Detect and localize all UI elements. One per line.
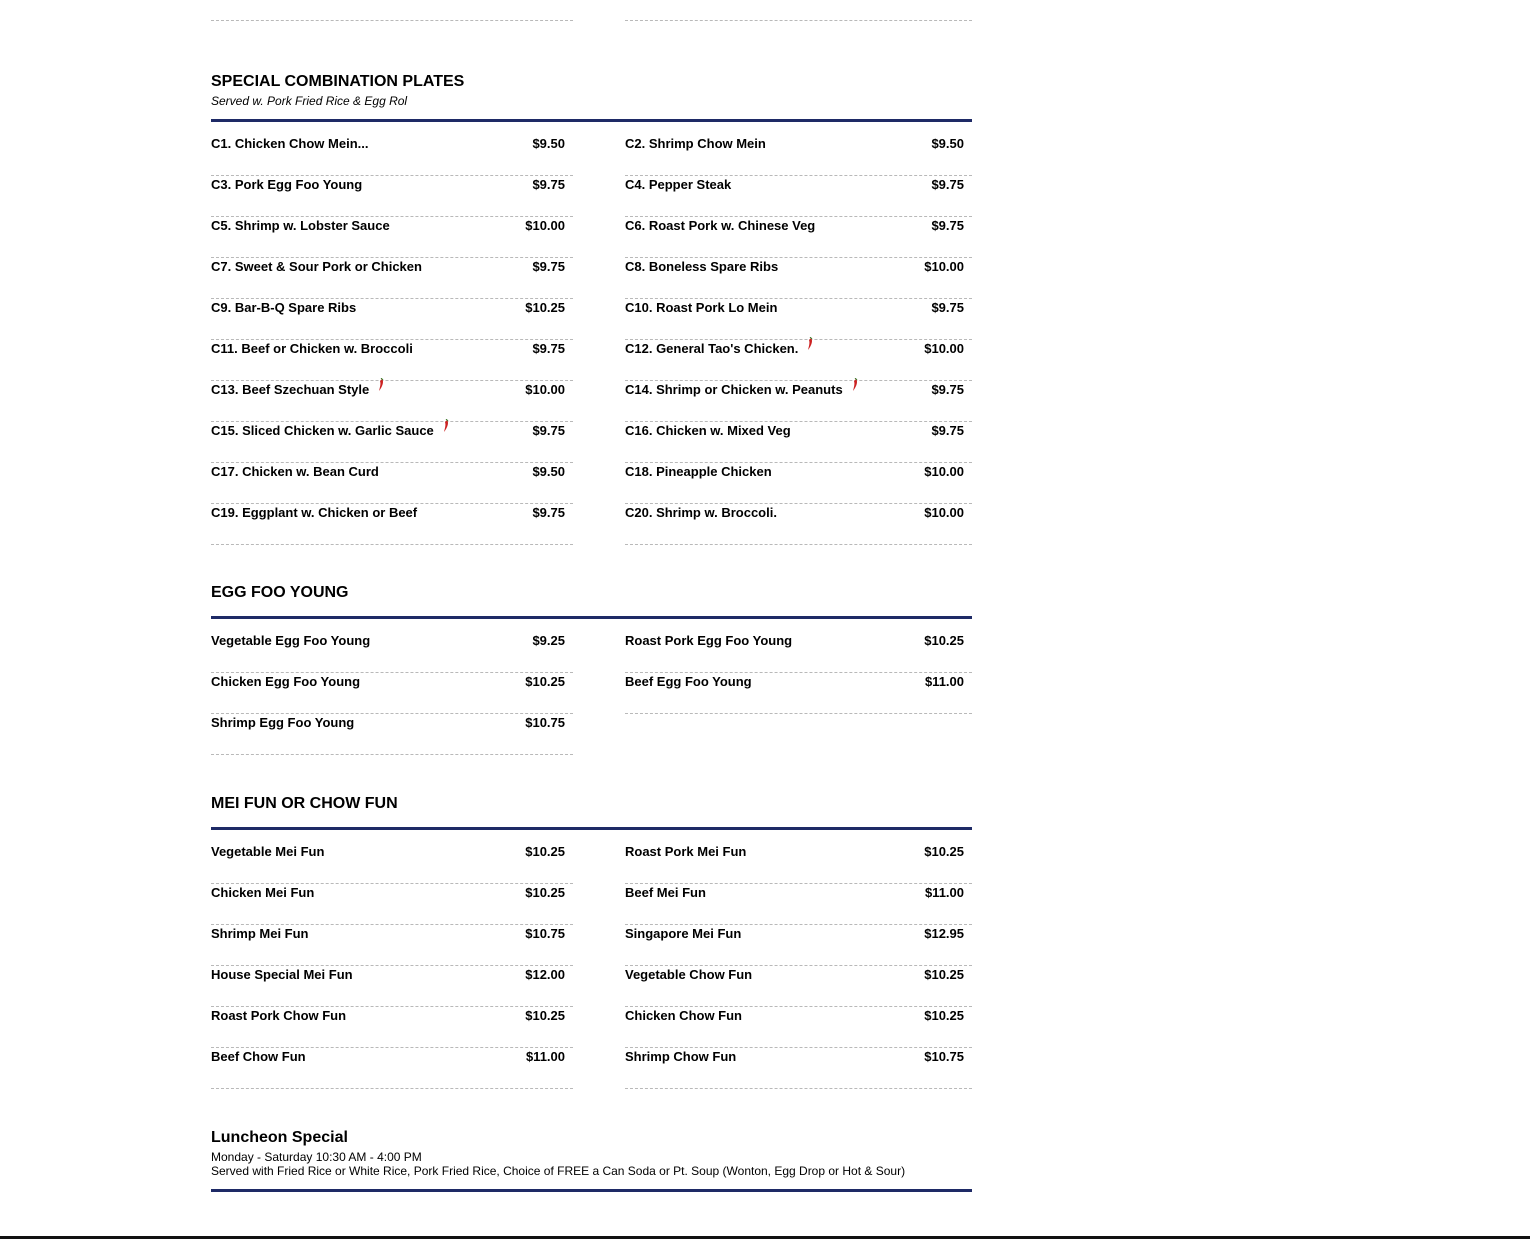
menu-item-price: $10.25 <box>525 300 565 315</box>
menu-item <box>211 217 573 258</box>
menu-item-price: $10.00 <box>924 464 964 479</box>
menu-item-name <box>625 218 815 234</box>
menu-item <box>211 1007 573 1048</box>
menu-item-name-text: C9. Bar-B-Q Spare Ribs <box>211 300 357 315</box>
menu-item-price: $11.00 <box>924 885 964 900</box>
chili-pepper-icon <box>377 378 385 392</box>
menu-item-name-text: Roast Pork Chow Fun <box>211 1008 347 1023</box>
menu-item <box>211 258 573 299</box>
menu-item <box>211 714 573 755</box>
menu-item-price: $10.25 <box>525 674 565 689</box>
menu-item-name-text: C6. Roast Pork w. Chinese Veg <box>625 218 816 233</box>
menu-item-name-text: Vegetable Mei Fun <box>211 844 325 859</box>
menu-item <box>625 925 972 966</box>
menu-item <box>211 0 573 21</box>
menu-item-name <box>211 885 314 901</box>
menu-item-price: $10.25 <box>924 1008 964 1023</box>
chili-pepper-icon <box>851 378 859 392</box>
menu-item-name <box>625 844 746 860</box>
menu-item-price: $11.00 <box>924 674 964 689</box>
menu-item-name-text: C5. Shrimp w. Lobster Sauce <box>211 218 390 233</box>
menu-item-name <box>211 300 356 316</box>
menu-item <box>211 299 573 340</box>
menu-item-name <box>211 1049 306 1065</box>
menu-item-name <box>625 464 772 480</box>
menu-item <box>625 135 972 176</box>
menu-item-name <box>211 505 417 521</box>
menu-item <box>625 673 972 714</box>
menu-item <box>625 0 972 21</box>
menu-item-price: $9.50 <box>532 464 565 479</box>
menu-item-name <box>211 464 379 480</box>
menu-item <box>625 176 972 217</box>
menu-item-name <box>211 715 354 731</box>
menu-item-name <box>211 1008 346 1024</box>
menu-item <box>625 966 972 1007</box>
menu-item <box>625 463 972 504</box>
menu-item-name-text: C7. Sweet & Sour Pork or Chicken <box>211 259 422 274</box>
menu-item-name-text: C15. Sliced Chicken w. Garlic Sauce <box>211 423 434 438</box>
menu-item-price: $9.75 <box>931 177 964 192</box>
combo-divider <box>211 119 972 122</box>
menu-item-name <box>625 885 706 901</box>
menu-item-name <box>211 382 385 398</box>
menu-item-price: $12.95 <box>924 926 964 941</box>
menu-item <box>211 925 573 966</box>
menu-item-name <box>625 674 752 690</box>
mei-fun-divider <box>211 827 972 830</box>
menu-item-name-text: Chicken Chow Fun <box>625 1008 742 1023</box>
menu-item-price: $9.75 <box>532 423 565 438</box>
menu-item-price: $10.25 <box>924 633 964 648</box>
menu-item <box>625 381 972 422</box>
luncheon-note: Served with Fried Rice or White Rice, Pork Fried Rice, Choice of FREE a Can Soda or Pt. Soup (Wonton, Egg Drop or Hot & Sour) <box>211 1164 906 1178</box>
menu-item-price: $10.75 <box>525 715 565 730</box>
menu-item-name <box>625 505 777 521</box>
menu-item <box>625 422 972 463</box>
menu-item <box>211 632 573 673</box>
menu-item-name <box>625 300 777 316</box>
luncheon-hours: Monday - Saturday 10:30 AM - 4:00 PM <box>211 1150 422 1164</box>
menu-item <box>211 463 573 504</box>
combo-subtitle: Served w. Pork Fried Rice & Egg Rol <box>211 94 408 108</box>
menu-item <box>211 381 573 422</box>
menu-item <box>625 217 972 258</box>
menu-item-price: $9.75 <box>931 218 964 233</box>
menu-item-name-text: Shrimp Egg Foo Young <box>211 715 355 730</box>
menu-item <box>211 966 573 1007</box>
menu-item-name-text: Shrimp Chow Fun <box>625 1049 737 1064</box>
menu-item-name-text: Singapore Mei Fun <box>625 926 742 941</box>
menu-item-name <box>625 341 814 357</box>
combo-title: SPECIAL COMBINATION PLATES <box>211 73 465 90</box>
menu-item-name-text: C17. Chicken w. Bean Curd <box>211 464 379 479</box>
menu-item-name-text: Beef Mei Fun <box>625 885 706 900</box>
menu-item-name <box>625 259 778 275</box>
menu-item-name <box>211 259 422 275</box>
luncheon-divider <box>211 1189 972 1192</box>
chili-pepper-icon <box>806 337 814 351</box>
menu-item-price: $9.75 <box>532 177 565 192</box>
menu-item-name-text: Chicken Egg Foo Young <box>211 674 361 689</box>
menu-item-name-text: C16. Chicken w. Mixed Veg <box>625 423 791 438</box>
menu-item-price: $9.50 <box>931 136 964 151</box>
menu-item-name-text: C19. Eggplant w. Chicken or Beef <box>211 505 418 520</box>
menu-item-price: $9.50 <box>532 136 565 151</box>
menu-item-name-text: C3. Pork Egg Foo Young <box>211 177 363 192</box>
menu-item-name <box>211 218 390 234</box>
menu-item-name-text: C14. Shrimp or Chicken w. Peanuts <box>625 382 843 397</box>
menu-item-name <box>625 1008 742 1024</box>
menu-item-name <box>211 674 360 690</box>
menu-item <box>625 1007 972 1048</box>
menu-item-name <box>211 926 309 942</box>
menu-item-name <box>211 177 362 193</box>
luncheon-title: Luncheon Special <box>211 1129 348 1146</box>
menu-item <box>211 884 573 925</box>
menu-item-price: $10.75 <box>525 926 565 941</box>
menu-item <box>211 843 573 884</box>
menu-item-name-text: C12. General Tao's Chicken. <box>625 341 799 356</box>
menu-item <box>625 843 972 884</box>
menu-item-price: $10.00 <box>525 382 565 397</box>
menu-item-price: $9.75 <box>931 300 964 315</box>
menu-item-name-text: C2. Shrimp Chow Mein <box>625 136 766 151</box>
menu-item-name <box>211 341 413 357</box>
menu-item-name <box>211 633 370 649</box>
menu-item-price: $9.75 <box>532 505 565 520</box>
menu-item <box>211 504 573 545</box>
menu-item-name <box>625 382 859 398</box>
menu-item <box>625 504 972 545</box>
menu-item-price: $10.25 <box>924 844 964 859</box>
menu-item-price: $10.00 <box>924 341 964 356</box>
menu-item <box>211 673 573 714</box>
menu-item-price: $10.75 <box>924 1049 964 1064</box>
menu-item <box>211 1048 573 1089</box>
menu-item <box>211 135 573 176</box>
menu-item-name-text: C20. Shrimp w. Broccoli. <box>625 505 777 520</box>
menu-item-name <box>211 136 368 152</box>
menu-item-price: $9.75 <box>931 423 964 438</box>
menu-item-name-text: Chicken Mei Fun <box>211 885 315 900</box>
menu-item-name-text: Roast Pork Egg Foo Young <box>625 633 793 648</box>
menu-item-name <box>211 423 450 439</box>
menu-item-price: $10.25 <box>924 967 964 982</box>
menu-item-price: $11.00 <box>525 1049 565 1064</box>
menu-item-price: $10.25 <box>525 1008 565 1023</box>
menu-item-name <box>625 1049 736 1065</box>
menu-item-name-text: Vegetable Egg Foo Young <box>211 633 371 648</box>
menu-item-name <box>625 633 792 649</box>
menu-item-name <box>211 967 353 983</box>
menu-item <box>211 422 573 463</box>
menu-item-name-text: C4. Pepper Steak <box>625 177 732 192</box>
menu-item <box>625 258 972 299</box>
menu-item-name-text: Shrimp Mei Fun <box>211 926 309 941</box>
menu-item <box>625 1048 972 1089</box>
menu-item <box>211 176 573 217</box>
menu-item-name-text: Beef Egg Foo Young <box>625 674 752 689</box>
menu-item <box>211 340 573 381</box>
egg-foo-young-title: EGG FOO YOUNG <box>211 584 349 601</box>
menu-item-name <box>625 926 741 942</box>
menu-item-name-text: C10. Roast Pork Lo Mein <box>625 300 778 315</box>
menu-item-name-text: Vegetable Chow Fun <box>625 967 753 982</box>
menu-item-price: $10.25 <box>525 844 565 859</box>
menu-item-name <box>625 136 766 152</box>
menu-item <box>625 340 972 381</box>
menu-item-name <box>211 844 324 860</box>
menu-item-price: $12.00 <box>525 967 565 982</box>
menu-item-price: $10.00 <box>525 218 565 233</box>
menu-item-price: $9.75 <box>532 259 565 274</box>
menu-item-price: $9.25 <box>532 633 565 648</box>
menu-item-name <box>625 177 731 193</box>
menu-item-price: $9.75 <box>532 341 565 356</box>
menu-item-name <box>625 967 752 983</box>
menu-item-price: $9.75 <box>931 382 964 397</box>
menu-item <box>625 632 972 673</box>
menu-item-name-text: C11. Beef or Chicken w. Broccoli <box>211 341 413 356</box>
menu-item-name-text: C13. Beef Szechuan Style <box>211 382 370 397</box>
chili-pepper-icon <box>442 419 450 433</box>
menu-item-name-text: C1. Chicken Chow Mein... <box>211 136 369 151</box>
menu-item-name-text: Roast Pork Mei Fun <box>625 844 747 859</box>
mei-fun-title: MEI FUN OR CHOW FUN <box>211 795 398 812</box>
menu-item-name <box>625 423 791 439</box>
menu-item <box>625 884 972 925</box>
menu-item-name-text: House Special Mei Fun <box>211 967 353 982</box>
menu-item-name-text: Beef Chow Fun <box>211 1049 306 1064</box>
menu-item-price: $10.25 <box>525 885 565 900</box>
menu-item <box>625 299 972 340</box>
menu-item-name-text: C18. Pineapple Chicken <box>625 464 772 479</box>
menu-item-price: $10.00 <box>924 259 964 274</box>
menu-item-price: $10.00 <box>924 505 964 520</box>
menu-item-name-text: C8. Boneless Spare Ribs <box>625 259 779 274</box>
egg-foo-young-divider <box>211 616 972 619</box>
